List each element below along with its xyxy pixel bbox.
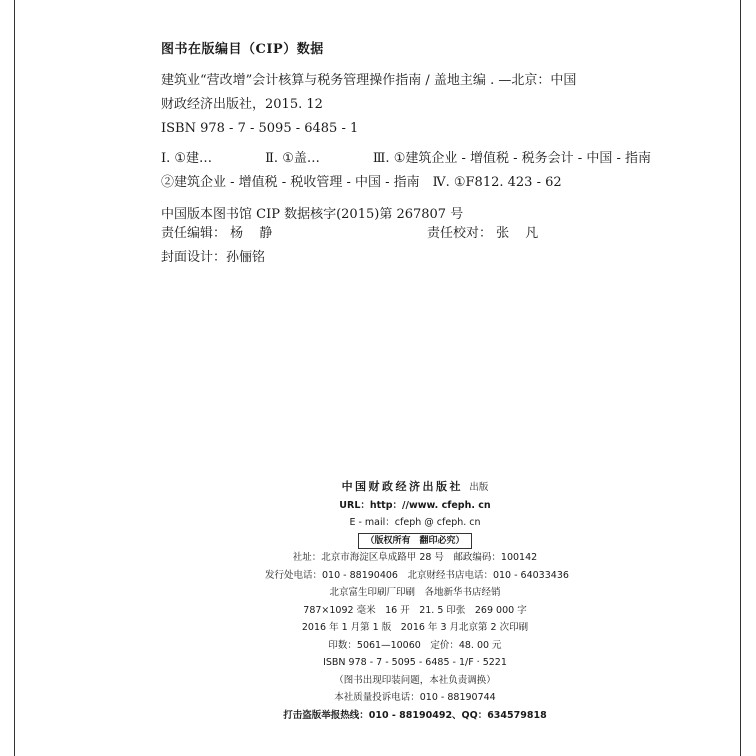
cip-title-line-2: 财政经济出版社，2015. 12	[161, 97, 323, 112]
page	[14, 0, 741, 756]
edition-info: 2016 年 1 月第 1 版 2016 年 3 月北京第 2 次印刷	[301, 622, 529, 633]
credit-row-cover	[161, 246, 581, 270]
cip-record: 中国版本图书馆 CIP 数据核字(2015)第 267807 号	[161, 207, 464, 222]
print-run: 印数：5061—10060 定价：48. 00 元	[328, 639, 502, 651]
cip-heading: 图书在版编目（CIP）数据	[161, 42, 324, 57]
publisher-name: 中国财政经济出版社	[341, 480, 464, 493]
publisher-logo	[265, 478, 565, 497]
cip-class-2: Ⅱ. ①盖…	[265, 151, 320, 166]
book-format: 787×1092 毫米 16 开 21. 5 印张 269 000 字	[303, 604, 527, 616]
proof-label: 责任校对：	[427, 226, 493, 241]
cip-classification	[161, 147, 651, 171]
cip-class-1: Ⅰ. ①建…	[161, 151, 213, 166]
cip-class-3: Ⅲ. ①建筑企业 - 增值税 - 税务会计 - 中国 - 指南	[372, 151, 651, 166]
cip-isbn: ISBN 978 - 7 - 5095 - 6485 - 1	[161, 121, 359, 136]
cover-label: 封面设计：	[161, 250, 227, 265]
credits-block	[161, 222, 581, 270]
colophon-block	[265, 478, 569, 724]
credit-row-editor	[161, 222, 581, 246]
publisher-email: E - mail：cfeph @ cfeph. cn	[349, 517, 481, 528]
complaint-phone: 本社质量投诉电话：010 - 88190744	[334, 692, 496, 703]
cip-class-line-2: ②建筑企业 - 增值税 - 税收管理 - 中国 - 指南 Ⅳ. ①F812. 423 - 62	[161, 175, 562, 190]
quality-notice: （图书出现印装问题，本社负责调换）	[334, 674, 496, 686]
colophon-isbn: ISBN 978 - 7 - 5095 - 6485 - 1/F · 5221	[323, 657, 507, 668]
cip-block	[161, 38, 651, 227]
publisher-phone: 发行处电话：010 - 88190406 北京财经书店电话：010 - 64033436	[265, 569, 569, 581]
rights-notice: （版权所有 翻印必究）	[358, 533, 471, 549]
cip-title-line-1: 建筑业“营改增”会计核算与税务管理操作指南 / 盖地主编 . —北京：中国	[161, 73, 577, 88]
printer-info: 北京富生印刷厂印刷 各地新华书店经销	[329, 587, 501, 598]
editor-label: 责任编辑：	[161, 226, 227, 241]
publisher-url: URL：http：//www. cfeph. cn	[339, 499, 491, 511]
piracy-hotline: 打击盗版举报热线：010 - 88190492、QQ：634579818	[283, 709, 547, 721]
proof-name: 张 凡	[496, 226, 545, 241]
editor-name: 杨 静	[230, 226, 279, 241]
publisher-address: 社址：北京市海淀区阜成路甲 28 号 邮政编码：100142	[292, 552, 538, 563]
publisher-suffix: 出版	[469, 482, 489, 493]
cover-name: 孙俪铭	[226, 250, 266, 265]
